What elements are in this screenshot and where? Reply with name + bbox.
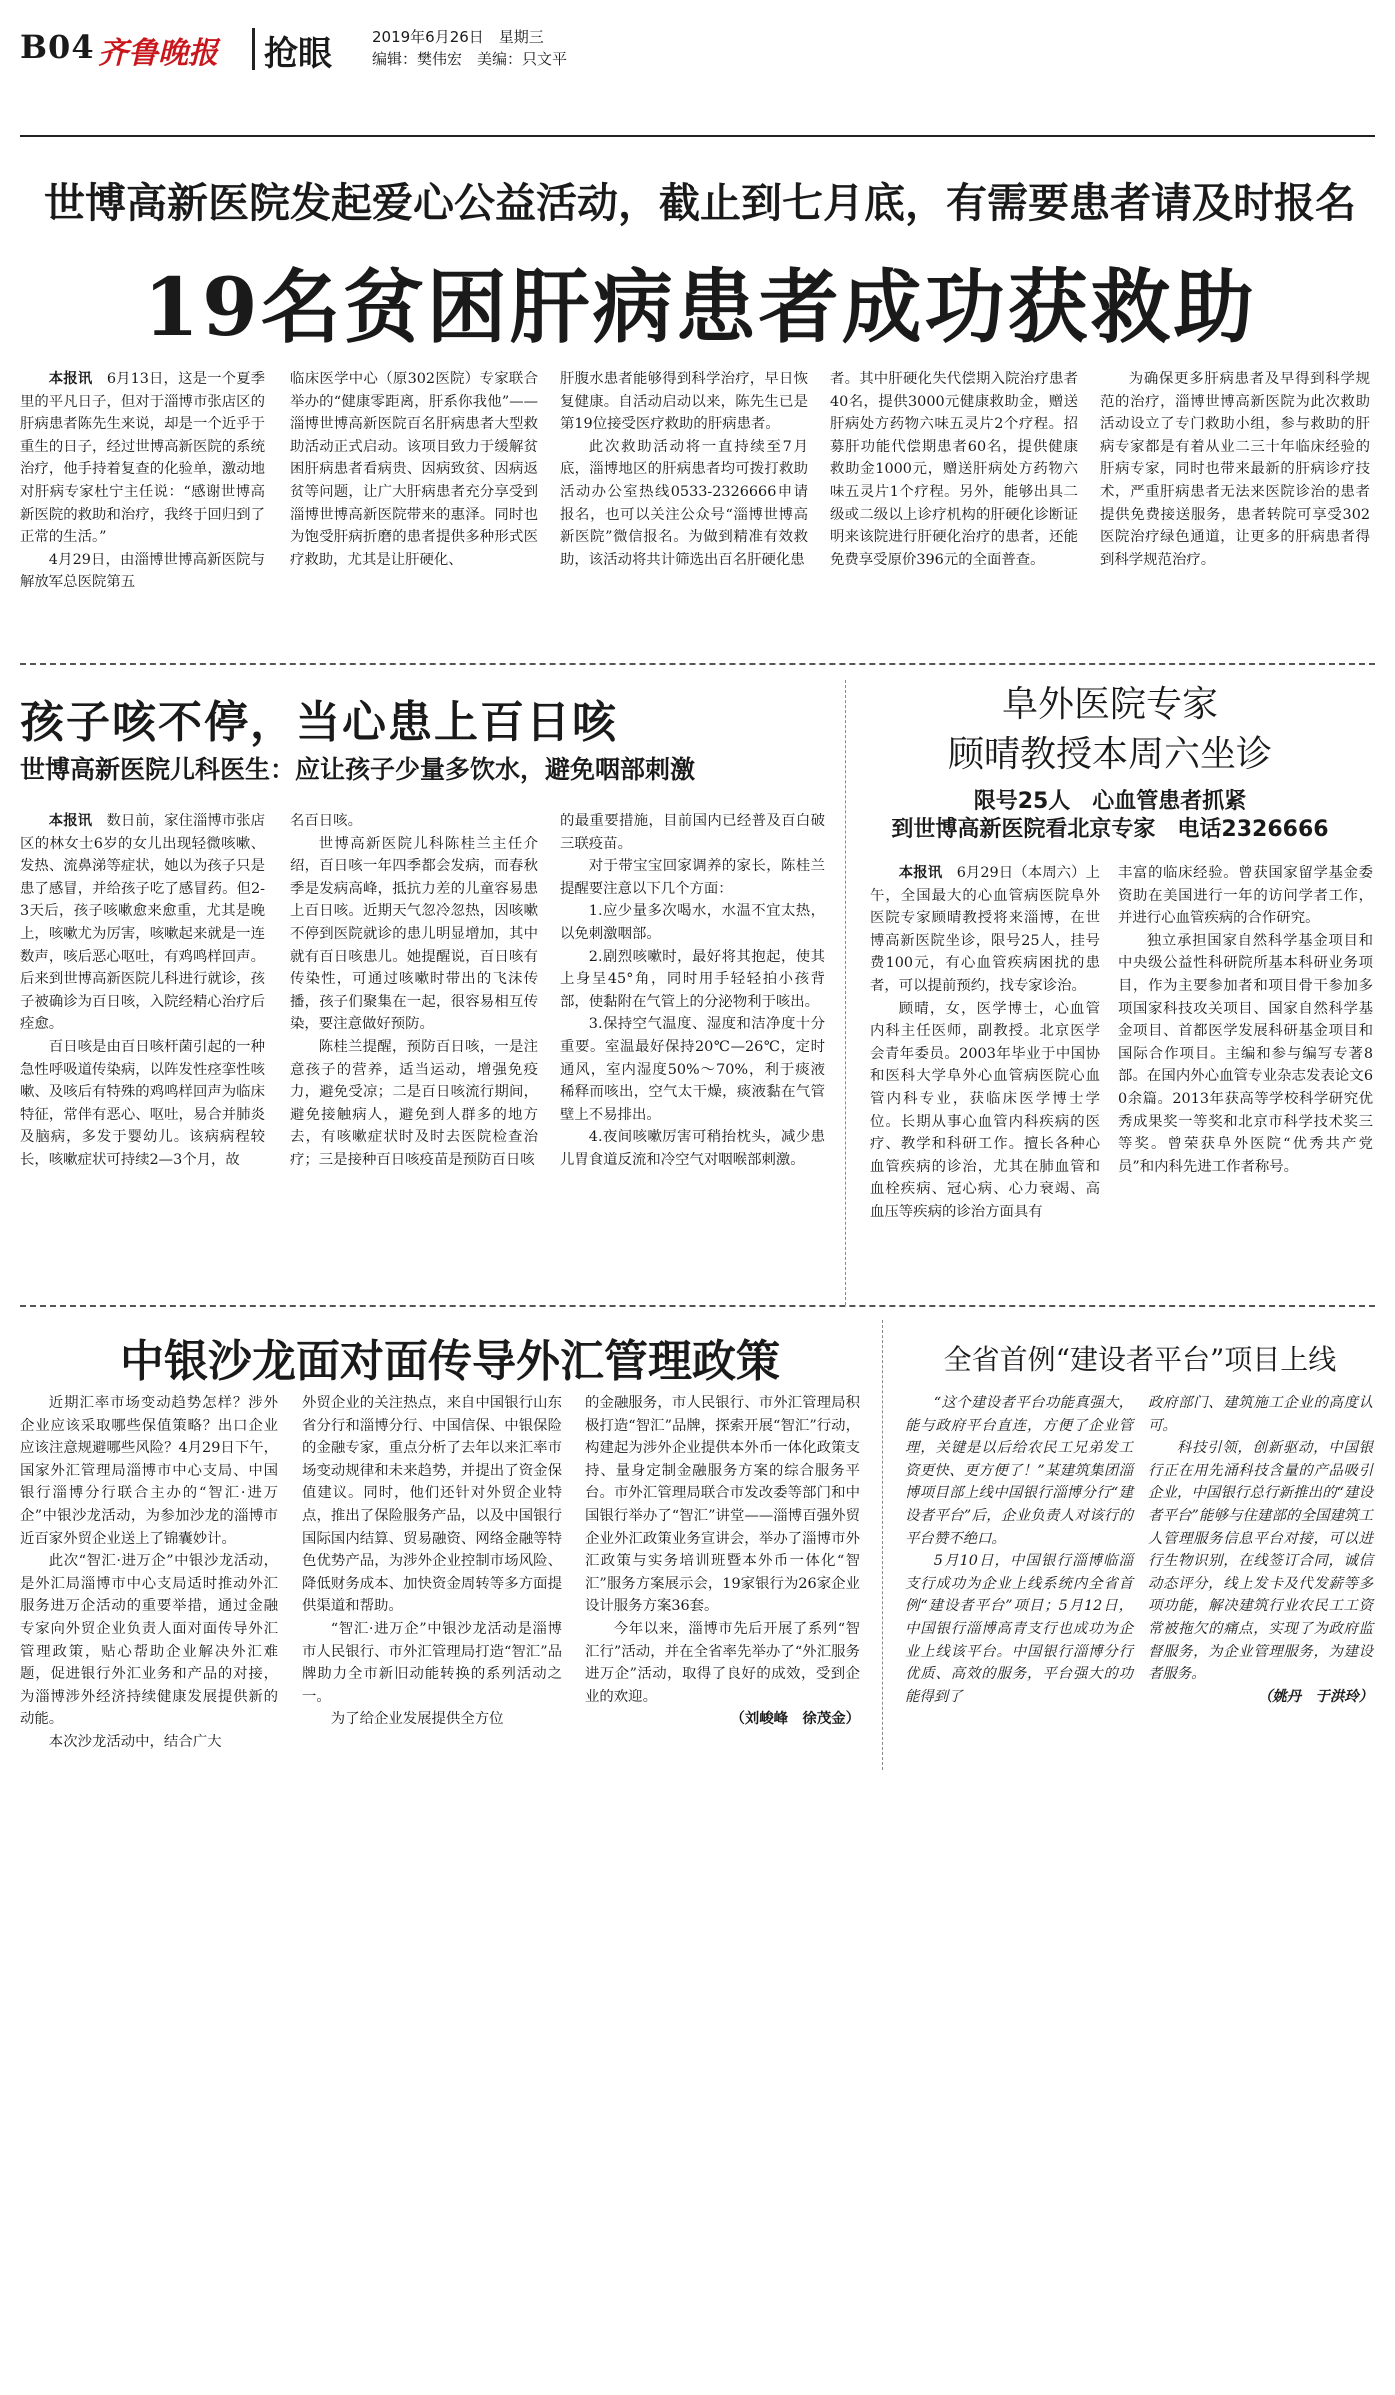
- story5-column-2: [1148, 1392, 1373, 1708]
- top-rule: [20, 135, 1375, 137]
- story1-kicker: 世博高新医院发起爱心公益活动，截止到七月底，有需要患者请及时报名: [44, 179, 1356, 227]
- masthead-divider: [252, 28, 255, 70]
- editor-credits: 编辑：樊伟宏 美编：只文平: [372, 50, 568, 68]
- story4-paragraph: 本次沙龙活动中，结合广大: [48, 1733, 222, 1750]
- newspaper-logo: 齐鲁晚报: [98, 36, 218, 71]
- story3-headline-line1: 阜外医院专家: [1001, 684, 1218, 725]
- story5-paragraph: 5月10日，中国银行淄博临淄支行成功为企业上线系统内全省首例“建设者平台”项目；5月12日，中国银行淄博高青支行也成功为企业上线该平台。中国银行淄博分行优质、高效的服务，平台强大的功能得到了: [905, 1553, 1133, 1705]
- story4-column-3: [585, 1392, 860, 1731]
- story3-paragraph: 独立承担国家自然科学基金项目和中央级公益性科研院所基本科研业务项目，作为主要参加者和项目骨干参加多项国家科技攻关项目、国家自然科学基金项目、首都医学发展科研基金项目和国际合作项目。主编和参与编写专著8部。在国内外心血管专业杂志发表论文60余篇。2013年获高等学校科学研究优秀成果奖一等奖和北京市科学技术奖三等奖。曾荣获阜外医院“优秀共产党员”和内科先进工作者称号。: [1118, 932, 1373, 1175]
- story1-column-3: [560, 368, 808, 571]
- page-number: B04: [20, 28, 95, 66]
- story3-subhead-2: 到世博高新医院看北京专家 电话2326666: [891, 817, 1329, 842]
- story3-subhead-1: 限号25人 心血管患者抓紧: [973, 789, 1247, 814]
- section-divider: [20, 663, 1375, 665]
- story5-credit: （姚丹 于洪玲）: [1257, 1687, 1373, 1705]
- story5-headline: 全省首例“建设者平台”项目上线: [943, 1343, 1337, 1376]
- story4-paragraph: 为了给企业发展提供全方位: [330, 1711, 504, 1728]
- story2-paragraph: 1.应少量多次喝水，水温不宜太热，以免刺激咽部。: [560, 903, 825, 942]
- story1-paragraph: 6月13日，这是一个夏季里的平凡日子，但对于淄博市张店区的肝病患者陈先生来说，却是一个近乎于重生的日子，经过世博高新医院的系统治疗，他手持着复查的化验单，激动地对肝病专家杜宁主任说：“感谢世博高新医院的救助和治疗，我终于回归到了正常的生活。”: [20, 371, 265, 546]
- story5-paragraph: 政府部门、建筑施工企业的高度认可。: [1148, 1395, 1373, 1434]
- story1-column-2: [290, 368, 538, 571]
- story1-column-5: [1100, 368, 1370, 571]
- story2-paragraph: 数日前，家住淄博市张店区的林女士6岁的女儿出现轻微咳嗽、发热、流鼻涕等症状，她以为孩子只是患了感冒，并给孩子吃了感冒药。但2-3天后，孩子咳嗽愈来愈重，尤其是晚上，咳嗽尤为厉害，咳嗽起来就是一连数声，咳后恶心呕吐，有鸡鸣样回声。后来到世博高新医院儿科进行就诊，孩子被确诊为百日咳，入院经精心治疗后痊愈。: [20, 813, 265, 1033]
- story2-headline: 孩子咳不停，当心患上百日咳: [20, 697, 618, 748]
- story5-paragraph: “这个建设者平台功能真强大，能与政府平台直连，方便了企业管理，关键是以后给农民工兄弟发工资更快、更方便了！”某建筑集团淄博项目部上线中国银行淄博分行“建设者平台”后，企业负责人对该行的平台赞不绝口。: [905, 1395, 1133, 1547]
- story5-column-1: [905, 1392, 1133, 1708]
- story3-lead-tag: 本报讯: [898, 864, 943, 881]
- story4-column-1: [20, 1392, 278, 1754]
- story1-column-1: [20, 368, 265, 594]
- story1-column-4: [830, 368, 1078, 571]
- story1-paragraph: 临床医学中心（原302医院）专家联合举办的“健康零距离，肝系你我他”——淄博世博高新医院百名肝病患者大型救助活动正式启动。该项目致力于缓解贫困肝病患者看病贵、因病致贫、因病返贫等问题，让广大肝病患者充分享受到淄博世博高新医院带来的惠泽。同时也为饱受肝病折磨的患者提供多种形式医疗救助，尤其是让肝硬化、: [290, 371, 538, 568]
- story2-paragraph: 4.夜间咳嗽厉害可稍抬枕头，减少患儿胃食道反流和冷空气对咽喉部刺激。: [560, 1129, 825, 1168]
- story1-headline: 19名贫困肝病患者成功获救助: [143, 260, 1257, 354]
- story3-paragraph: 顾晴，女，医学博士，心血管内科主任医师，副教授。北京医学会青年委员。2003年毕业于中国协和医科大学阜外心血管病医院心血管内科专业，获临床医学博士学位。长期从事心血管内科疾病的医疗、教学和科研工作。擅长各种心血管疾病的诊治，尤其在肺血管和血栓疾病、冠心病、心力衰竭、高血压等疾病的诊治方面具有: [870, 1000, 1100, 1220]
- section-title: 抢眼: [264, 34, 332, 74]
- story2-paragraph: 世博高新医院儿科陈桂兰主任介绍，百日咳一年四季都会发病，而春秋季是发病高峰，抵抗力差的儿童容易患上百日咳。近期天气忽冷忽热，因咳嗽不停到医院就诊的患儿明显增加，其中就有百日咳患儿。她提醒说，百日咳有传染性，可通过咳嗽时带出的飞沫传播，孩子们聚集在一起，很容易相互传染，要注意做好预防。: [290, 835, 538, 1033]
- story1-paragraph: 肝腹水患者能够得到科学治疗，早日恢复健康。自活动启动以来，陈先生已是第19位接受医疗救助的肝病患者。: [560, 371, 808, 433]
- story2-column-1: [20, 810, 265, 1172]
- story1-paragraph: 4月29日，由淄博世博高新医院与解放军总医院第五: [20, 551, 265, 591]
- story2-paragraph: 3.保持空气温度、湿度和洁净度十分重要。室温最好保持20℃—26℃，定时通风，室内湿度50%～70%，利于痰液稀释而咳出，空气太干燥，痰液黏在气管壁上不易排出。: [560, 1016, 825, 1123]
- story1-paragraph: 此次救助活动将一直持续至7月底，淄博地区的肝病患者均可拨打救助活动办公室热线0533-2326666申请报名，也可以关注公众号“淄博世博高新医院”微信报名。为做到精准有效救助，该活动将共计筛选出百名肝硬化患: [560, 438, 808, 568]
- story2-subhead: 世博高新医院儿科医生：应让孩子少量多饮水，避免咽部刺激: [20, 755, 696, 784]
- section-divider: [20, 1305, 1375, 1307]
- story4-paragraph: “智汇·进万企”中银沙龙活动是淄博市人民银行、市外汇管理局打造“智汇”品牌助力全市新旧动能转换的系列活动之一。: [302, 1620, 562, 1705]
- issue-date: 2019年6月26日 星期三: [372, 28, 544, 46]
- story1-lead-tag: 本报讯: [48, 370, 93, 387]
- story2-column-3: [560, 810, 825, 1172]
- story3-column-2: [1118, 862, 1373, 1178]
- story3-paragraph: 丰富的临床经验。曾获国家留学基金委资助在美国进行一年的访问学者工作，并进行心血管疾病的合作研究。: [1118, 865, 1373, 927]
- story4-paragraph: 今年以来，淄博市先后开展了系列“智汇行”活动，并在全省率先举办了“外汇服务进万企”活动，取得了良好的成效，受到企业的欢迎。: [585, 1620, 860, 1705]
- story2-paragraph: 2.剧烈咳嗽时，最好将其抱起，使其上身呈45°角，同时用手轻轻拍小孩背部，使黏附在气管上的分泌物利于咳出。: [560, 948, 825, 1010]
- story4-headline: 中银沙龙面对面传导外汇管理政策: [120, 1336, 780, 1387]
- story4-column-2: [302, 1392, 562, 1731]
- story4-paragraph: 的金融服务，市人民银行、市外汇管理局积极打造“智汇”品牌，探索开展“智汇”行动，构建起为涉外企业提供本外币一体化政策支持、量身定制金融服务方案的综合服务平台。市外汇管理局联合市发改委等部门和中国银行举办了“智汇”讲堂——淄博百强外贸企业外汇政策业务宣讲会，举办了淄博市外汇政策与实务培训班暨本外币一体化“智汇”服务方案展示会，19家银行为26家企业设计服务方案36套。: [585, 1395, 860, 1615]
- story2-column-2: [290, 810, 538, 1172]
- story5-paragraph: 科技引领，创新驱动，中国银行正在用先涌科技含量的产品吸引企业，中国银行总行新推出的“建设者平台”能够与住建部的全国建筑工人管理服务信息平台对接，可以进行生物识别，在线签订合同，诚信动态评分，线上发卡及代发薪等多项功能，解决建筑行业农民工工资常被拖欠的痛点，实现了为政府监督服务，为企业管理服务，为建设者服务。: [1148, 1440, 1373, 1683]
- story2-paragraph: 对于带宝宝回家调养的家长，陈桂兰提醒要注意以下几个方面：: [560, 858, 825, 897]
- story2-paragraph: 百日咳是由百日咳杆菌引起的一种急性呼吸道传染病，以阵发性痉挛性咳嗽、及咳后有特殊的鸡鸣样回声为临床特征，常伴有恶心、呕吐，易合并肺炎及脑病，多发于婴幼儿。该病病程较长，咳嗽症状可持续2—3个月，故: [20, 1038, 265, 1168]
- column-divider: [882, 1320, 883, 1770]
- story4-paragraph: 外贸企业的关注热点，来自中国银行山东省分行和淄博分行、中国信保、中银保险的金融专家，重点分析了去年以来汇率市场变动规律和未来趋势，并提出了资金保值建议。同时，他们还针对外贸企业特点，推出了保险服务产品，以及中国银行国际国内结算、贸易融资、网络金融等特色优势产品，为涉外企业控制市场风险、降低财务成本、加快资金周转等多方面提供渠道和帮助。: [302, 1395, 562, 1615]
- story3-headline: [860, 680, 1360, 780]
- story1-paragraph: 为确保更多肝病患者及早得到科学规范的治疗，淄博世博高新医院为此次救助活动设立了专门救助小组，参与救助的肝病专家都是有着从业二三十年临床经验的肝病专家，同时也带来最新的肝病诊疗技术，严重肝病患者无法来医院诊治的患者提供免费接送服务，患者转院可享受302医院治疗绿色通道，让更多的肝病患者得到科学规范治疗。: [1100, 371, 1370, 568]
- story4-paragraph: 此次“智汇·进万企”中银沙龙活动，是外汇局淄博市中心支局适时推动外汇服务进万企活动的重要举措，通过金融专家向外贸企业负责人面对面传导外汇管理政策，贴心帮助企业解决外汇难题，促进银行外汇业务和产品的对接，为淄博涉外经济持续健康发展提供新的动能。: [20, 1553, 278, 1728]
- story2-paragraph: 陈桂兰提醒，预防百日咳，一是注意孩子的营养，适当运动，增强免疫力，避免受凉；二是百日咳流行期间，避免接触病人，避免到人群多的地方去，有咳嗽症状时及时去医院检查治疗；三是接种百日咳疫苗是预防百日咳: [290, 1038, 538, 1168]
- story4-paragraph: 近期汇率市场变动趋势怎样？涉外企业应该采取哪些保值策略？出口企业应该注意规避哪些风险？4月29日下午，国家外汇管理局淄博市中心支局、中国银行淄博分行联合主办的“智汇·进万企”中银沙龙活动，为参加沙龙的淄博市近百家外贸企业送上了锦囊妙计。: [20, 1395, 278, 1547]
- column-divider: [845, 680, 846, 1305]
- story2-paragraph: 的最重要措施，目前国内已经普及百白破三联疫苗。: [560, 813, 825, 852]
- story4-credit: （刘峻峰 徐茂金）: [730, 1710, 860, 1728]
- story2-lead-tag: 本报讯: [48, 812, 93, 829]
- story3-headline-line2: 顾晴教授本周六坐诊: [947, 734, 1272, 775]
- story3-paragraph: 6月29日（本周六）上午，全国最大的心血管病医院阜外医院专家顾晴教授将来淄博，在世博高新医院坐诊，限号25人，挂号费100元，有心血管疾病困扰的患者，可以提前预约，找专家诊治。: [870, 865, 1100, 994]
- story2-paragraph: 名百日咳。: [290, 813, 362, 829]
- story1-paragraph: 者。其中肝硬化失代偿期入院治疗患者40名，提供3000元健康救助金，赠送肝病处方药物六味五灵片2个疗程。招募肝功能代偿期患者60名，提供健康救助金1000元，赠送肝病处方药物六味五灵片1个疗程。另外，能够出具二级或二级以上诊疗机构的肝硬化诊断证明来该院进行肝硬化治疗的患者，还能免费享受原价396元的全面普查。: [830, 371, 1078, 568]
- story3-column-1: [870, 862, 1100, 1224]
